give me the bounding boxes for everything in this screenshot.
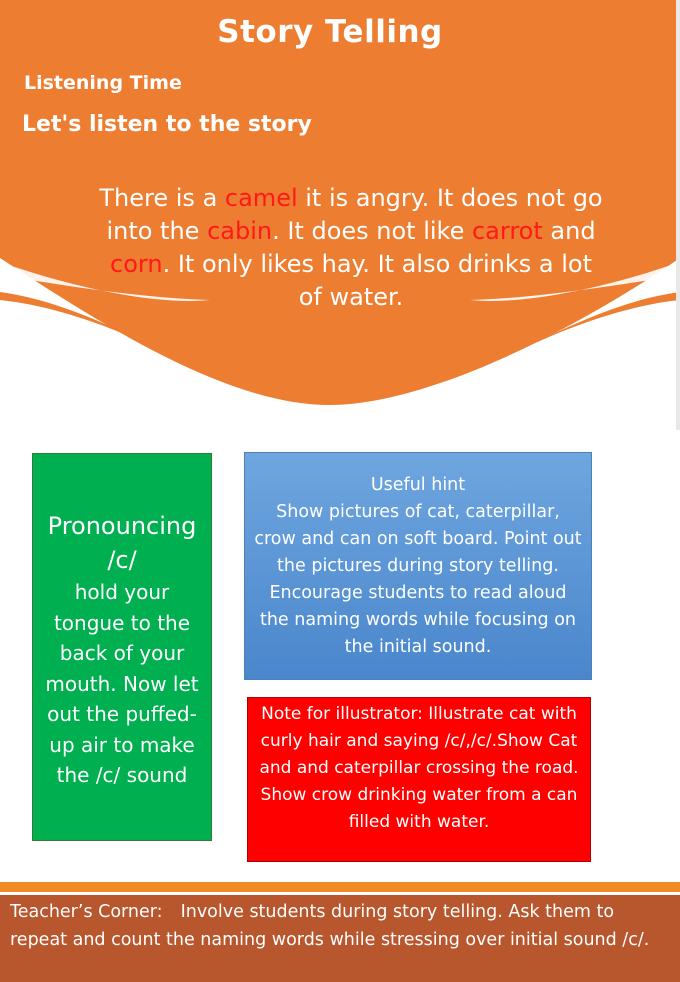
useful-hint-box [244,452,592,680]
teachers-corner-label: Teacher’s Corner: [10,902,163,922]
teachers-corner-text: Involve students during story telling. Ask them to repeat and count the naming words while stressing over initial sound /c/. [10,902,650,950]
footer-divider [0,882,680,892]
useful-hint-heading: Useful hint [370,475,466,495]
pronouncing-instructions: hold your tongue to the back of your mouth. Now let out the puffed-up air to make the /c/ sound [45,580,199,787]
illustrator-note-text: Note for illustrator: Illustrate cat with curly hair and saying /c/,/c/.Show Cat and and caterpillar crossing the road. Show crow drinking water from a can filled with water. [259,704,579,832]
illustrator-note-box [247,697,591,862]
story-keyword-corn: corn [110,250,163,278]
listen-story-heading: Let's listen to the story [22,112,312,137]
page-title: Story Telling [217,14,443,50]
teachers-corner [0,895,680,982]
story-text [96,182,606,314]
story-segment: it is angry. It does not go into the [106,184,603,245]
useful-hint-body: Show pictures of cat, caterpillar, crow and can on soft board. Point out the pictures during story telling. Encourage students to read aloud the naming words while focusing on the initial sound. [254,502,582,657]
pronouncing-sound: /c/ [107,546,137,574]
story-segment: and [542,217,596,245]
story-keyword-camel: camel [224,184,298,212]
pronouncing-heading: Pronouncing [47,512,197,540]
story-segment: There is a [99,184,225,212]
story-keyword-carrot: carrot [471,217,543,245]
story-keyword-cabin: cabin [207,217,273,245]
pronouncing-box [32,453,212,841]
listening-time-heading: Listening Time [24,72,182,94]
story-segment: . It only likes hay. It also drinks a lot of water. [162,250,592,311]
story-segment: . It does not like [272,217,472,245]
